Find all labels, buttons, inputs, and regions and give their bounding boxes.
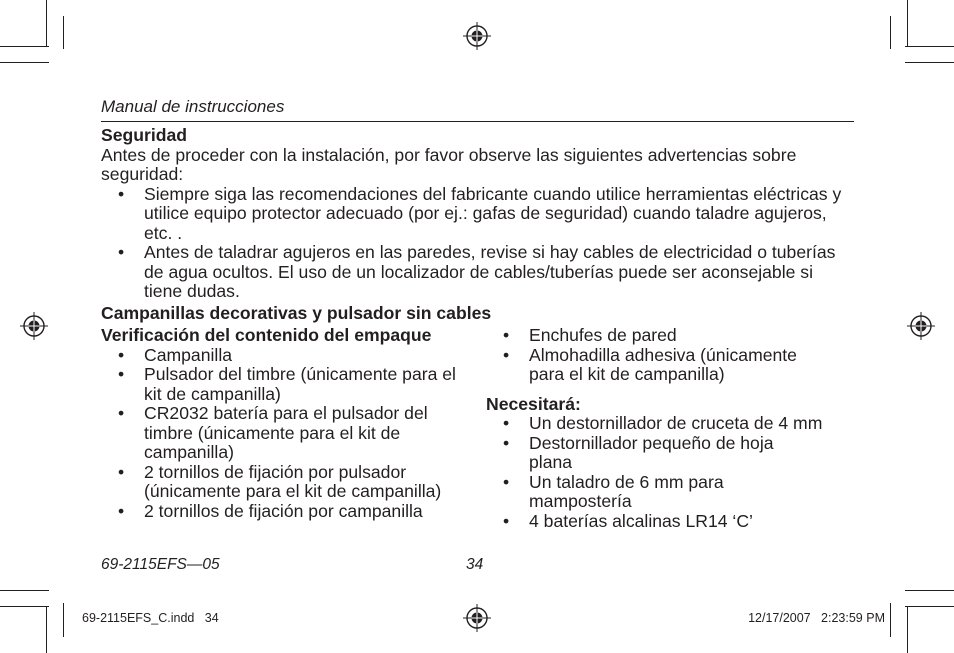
- registration-mark-icon: [19, 311, 49, 341]
- running-header: Manual de instrucciones: [101, 97, 285, 116]
- slug-datetime: 12/17/2007 2:23:59 PM: [748, 611, 885, 625]
- list-item: [101, 404, 463, 463]
- list-item: [486, 326, 836, 346]
- crop-mark: [905, 46, 954, 47]
- bullet-icon: •: [118, 344, 125, 365]
- bullet-icon: •: [503, 471, 510, 492]
- crop-mark: [0, 606, 49, 607]
- header-rule: [101, 121, 854, 122]
- slug-filename: 69-2115EFS_C.indd 34: [82, 611, 219, 625]
- list-item: [486, 346, 836, 385]
- list-item-text: Un destornillador de cruceta de 4 mm: [529, 413, 823, 433]
- crop-mark: [63, 603, 64, 637]
- registration-mark-icon: [462, 21, 492, 51]
- bullet-icon: •: [118, 242, 125, 262]
- crop-mark: [907, 607, 908, 653]
- list-item-text: 4 baterías alcalinas LR14 ‘C’: [529, 510, 753, 531]
- crop-mark: [0, 62, 49, 63]
- bullet-icon: •: [503, 325, 510, 345]
- crop-mark: [890, 16, 891, 49]
- list-item: [101, 185, 856, 244]
- crop-mark: [905, 590, 954, 591]
- list-item: [101, 365, 463, 404]
- list-item-text: Un taladro de 6 mm para mampostería: [529, 471, 724, 511]
- contents-column: [101, 326, 469, 521]
- bullet-icon: •: [503, 432, 510, 453]
- bullet-icon: •: [118, 364, 125, 384]
- registration-mark-icon: [906, 311, 936, 341]
- list-item: [101, 463, 463, 502]
- safety-list: [101, 185, 856, 302]
- chimes-heading: Campanillas decorativas y pulsador sin cables: [101, 303, 492, 323]
- safety-section: [101, 126, 856, 302]
- page-number: 34: [466, 556, 484, 573]
- crop-mark: [905, 62, 954, 63]
- list-item: [486, 512, 831, 532]
- list-item-text: Siempre siga las recomendaciones del fabricante cuando utilice herramientas eléctricas y utilice equipo protector adecuado (por ej.: gafas de seguridad) cuando taladre agujeros, etc. .: [144, 183, 842, 243]
- bullet-icon: •: [118, 183, 125, 204]
- needs-heading: Necesitará:: [486, 393, 581, 414]
- crop-mark: [63, 16, 64, 49]
- crop-mark: [0, 590, 49, 591]
- list-item-text: Antes de taladrar agujeros en las paredes, revise si hay cables de electricidad o tuberías de agua ocultos. El uso de un localizador de cables/tuberías puede ser aconsejable si tiene dudas.: [144, 242, 836, 301]
- list-item-text: Pulsador del timbre (únicamente para el kit de campanilla): [144, 364, 456, 404]
- list-item: [486, 473, 831, 512]
- crop-mark: [46, 0, 47, 46]
- crop-mark: [907, 0, 908, 46]
- safety-intro: Antes de proceder con la instalación, por favor observe las siguientes advertencias sobre seguridad:: [101, 144, 797, 184]
- crop-mark: [46, 607, 47, 653]
- list-item-text: 2 tornillos de fijación por campanilla: [144, 500, 423, 521]
- crop-mark: [0, 46, 49, 47]
- list-item-text: Destornillador pequeño de hoja plana: [529, 432, 774, 472]
- bullet-icon: •: [503, 413, 510, 433]
- list-item: [101, 346, 463, 366]
- list-item-text: Almohadilla adhesiva (únicamente para el kit de campanilla): [529, 344, 797, 384]
- bullet-icon: •: [503, 510, 510, 531]
- bullet-icon: •: [118, 461, 125, 482]
- list-item-text: Campanilla: [144, 344, 233, 365]
- bullet-icon: •: [118, 500, 125, 521]
- list-item-text: 2 tornillos de fijación por pulsador (únicamente para el kit de campanilla): [144, 461, 442, 501]
- contents-list-continued: [486, 326, 836, 385]
- document-number: 69-2115EFS—05: [101, 556, 220, 573]
- registration-mark-icon: [462, 603, 492, 633]
- needs-column: [486, 326, 846, 531]
- needs-list: [486, 414, 831, 531]
- list-item: [486, 414, 831, 434]
- list-item-text: Enchufes de pared: [529, 325, 677, 345]
- bullet-icon: •: [503, 344, 510, 365]
- list-item: [486, 434, 831, 473]
- bullet-icon: •: [118, 403, 125, 423]
- crop-mark: [890, 603, 891, 637]
- list-item-text: CR2032 batería para el pulsador del timbre (únicamente para el kit de campanilla): [144, 403, 428, 462]
- list-item: [101, 243, 856, 302]
- crop-mark: [905, 606, 954, 607]
- list-item: [101, 502, 463, 522]
- safety-heading: Seguridad: [101, 125, 188, 145]
- contents-heading: Verificación del contenido del empaque: [101, 325, 432, 345]
- contents-list: [101, 346, 463, 522]
